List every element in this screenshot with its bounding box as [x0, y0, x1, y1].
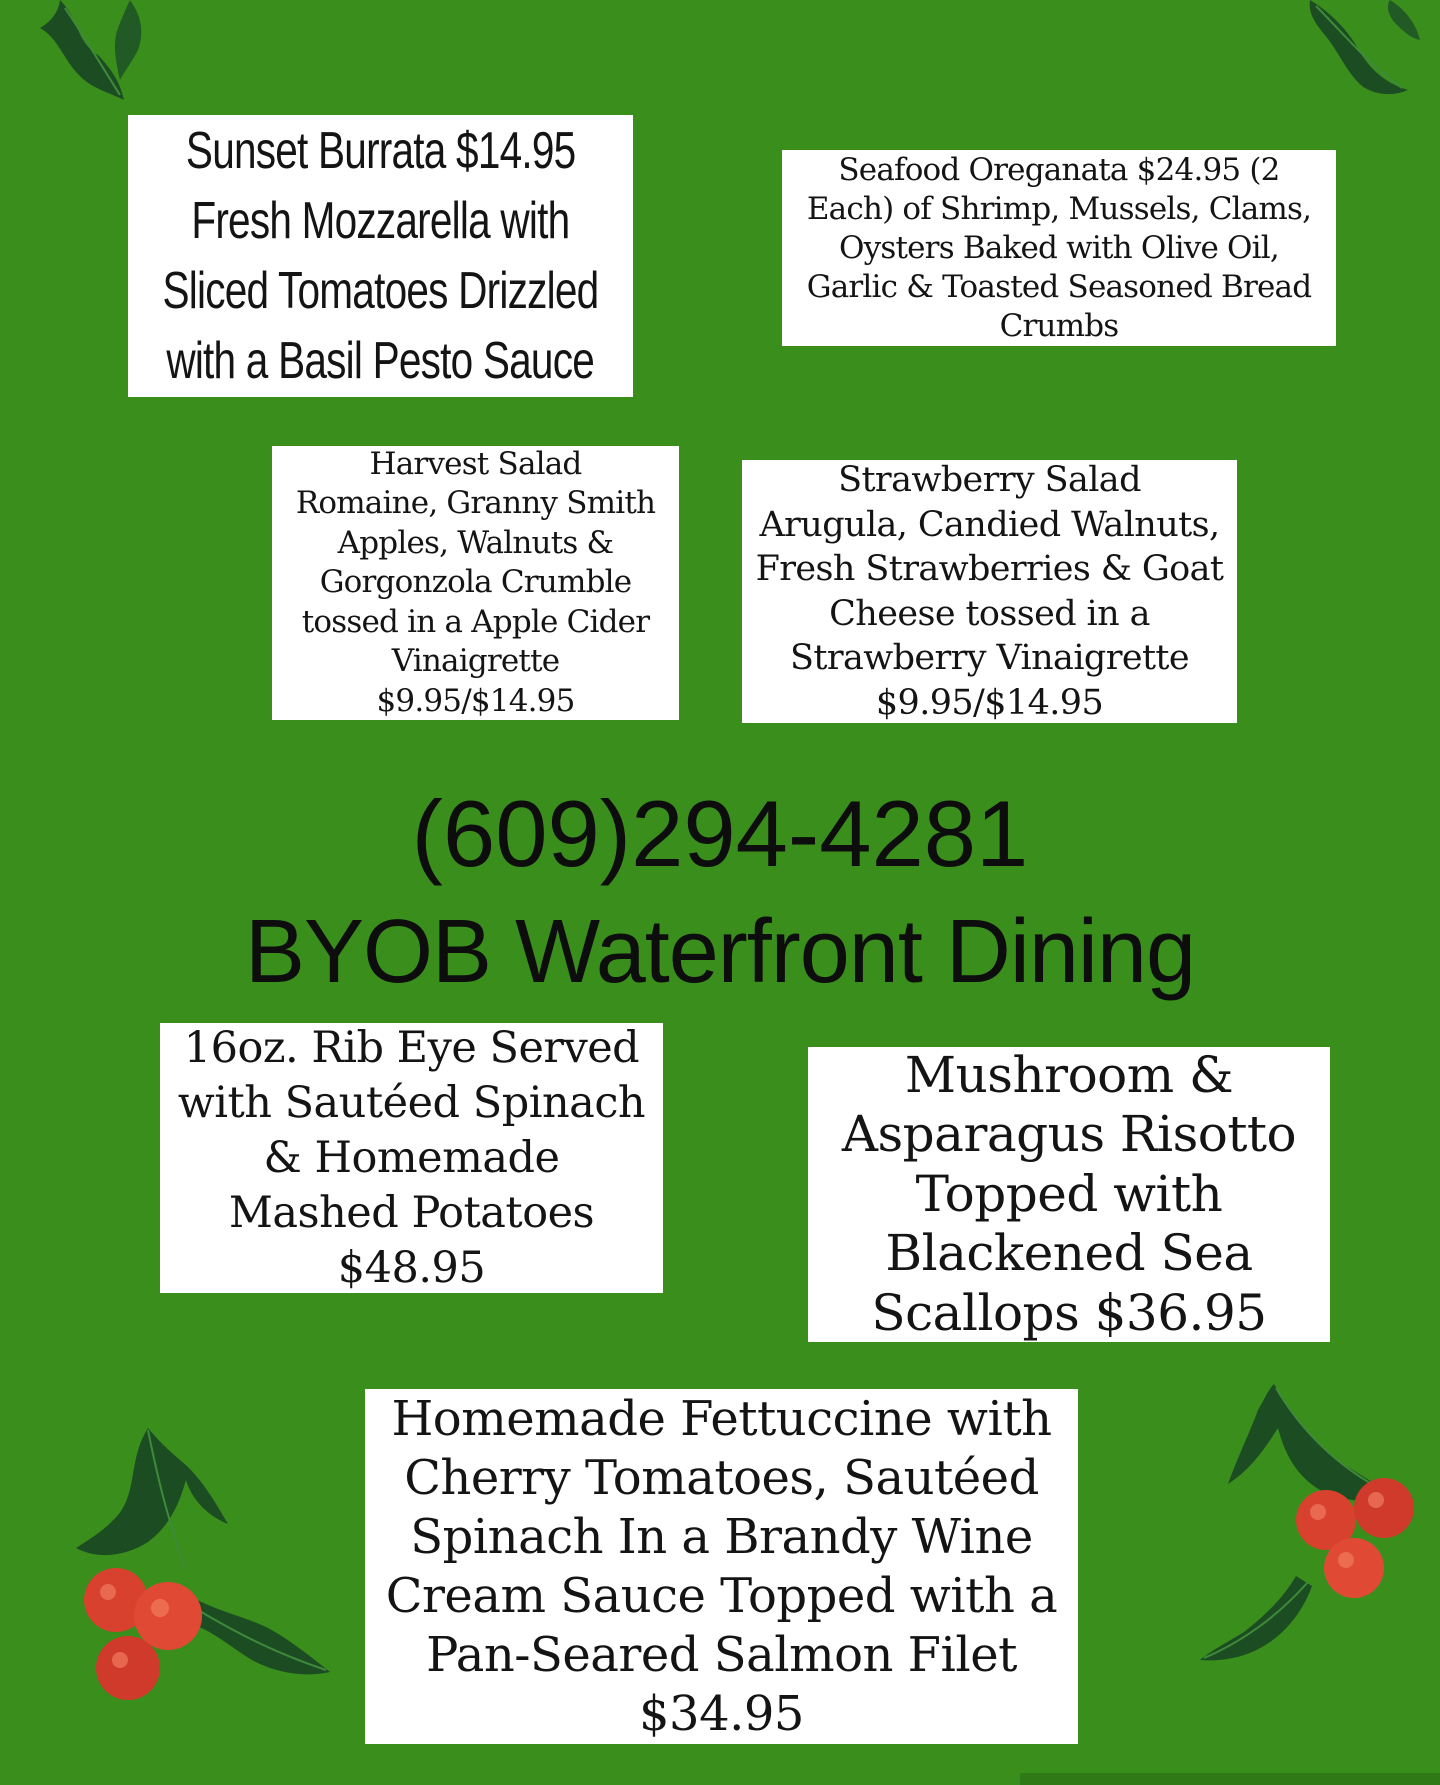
holly-berry-icon — [1198, 1380, 1440, 1680]
card-line: Pan-Seared Salmon Filet — [426, 1626, 1017, 1683]
card-line: Topped with — [915, 1164, 1223, 1223]
card-line: Harvest Salad — [369, 445, 582, 482]
holly-leaf-icon — [20, 0, 170, 110]
menu-card-risotto — [808, 1047, 1330, 1342]
card-price: $9.95/$14.95 — [376, 682, 575, 719]
card-line: Oysters Baked with Olive Oil, — [839, 229, 1279, 266]
card-line: Apples, Walnuts & — [337, 524, 614, 561]
card-line: Asparagus Risotto — [841, 1105, 1297, 1164]
menu-card-burrata — [128, 115, 633, 397]
card-line: with a Basil Pesto Sauce — [166, 332, 595, 390]
card-line: Fresh Mozzarella with — [191, 192, 570, 250]
menu-card-oreganata — [782, 150, 1336, 346]
card-line: Mashed Potatoes — [228, 1187, 595, 1238]
card-line: Strawberry Salad — [838, 460, 1141, 500]
menu-card-strawberry-salad — [742, 460, 1237, 723]
card-line: Vinaigrette — [391, 643, 560, 680]
card-price: $34.95 — [639, 1685, 804, 1742]
contact-block — [0, 775, 1440, 1011]
card-line: Arugula, Candied Walnuts, — [759, 504, 1220, 545]
card-line: Spinach In a Brandy Wine — [410, 1508, 1033, 1565]
card-line: Cherry Tomatoes, Sautéed — [404, 1449, 1039, 1506]
card-line: Garlic & Toasted Seasoned Bread — [806, 268, 1312, 305]
bottom-edge-strip — [1020, 1773, 1440, 1785]
card-line: 16oz. Rib Eye Served — [183, 1022, 640, 1073]
menu-card-harvest-salad — [272, 446, 679, 720]
card-line: with Sautéed Spinach — [177, 1077, 646, 1128]
card-line: & Homemade — [263, 1132, 560, 1183]
card-line: Strawberry Vinaigrette — [789, 638, 1190, 678]
menu-card-fettuccine — [365, 1389, 1078, 1744]
card-line: Fresh Strawberries & Goat — [755, 549, 1224, 589]
card-line: Homemade Fettuccine with — [391, 1390, 1052, 1447]
menu-card-rib-eye — [160, 1023, 663, 1293]
card-line: Sliced Tomatoes Drizzled — [162, 262, 599, 320]
holly-berry-icon — [68, 1420, 338, 1720]
tagline: BYOB Waterfront Dining — [244, 902, 1196, 1002]
card-line: Crumbs — [999, 307, 1119, 344]
card-price: $9.95/$14.95 — [875, 682, 1104, 723]
card-line: Cheese tossed in a — [829, 593, 1150, 634]
card-line: Blackened Sea — [885, 1224, 1253, 1283]
card-line: Romaine, Granny Smith — [295, 485, 656, 522]
card-line: tossed in a Apple Cider — [301, 603, 650, 640]
card-line: Each) of Shrimp, Mussels, Clams, — [806, 190, 1312, 227]
card-line: Scallops $36.95 — [871, 1283, 1267, 1342]
holly-leaf-icon — [1290, 0, 1440, 110]
card-line: Gorgonzola Crumble — [319, 564, 632, 601]
card-line: Mushroom & — [904, 1045, 1234, 1104]
card-line: Seafood Oreganata $24.95 (2 — [838, 151, 1280, 188]
card-line: Sunset Burrata $14.95 — [185, 122, 576, 180]
card-price: $48.95 — [337, 1242, 486, 1293]
phone-number: (609)294-4281 — [411, 781, 1029, 886]
card-line: Cream Sauce Topped with a — [385, 1567, 1058, 1624]
